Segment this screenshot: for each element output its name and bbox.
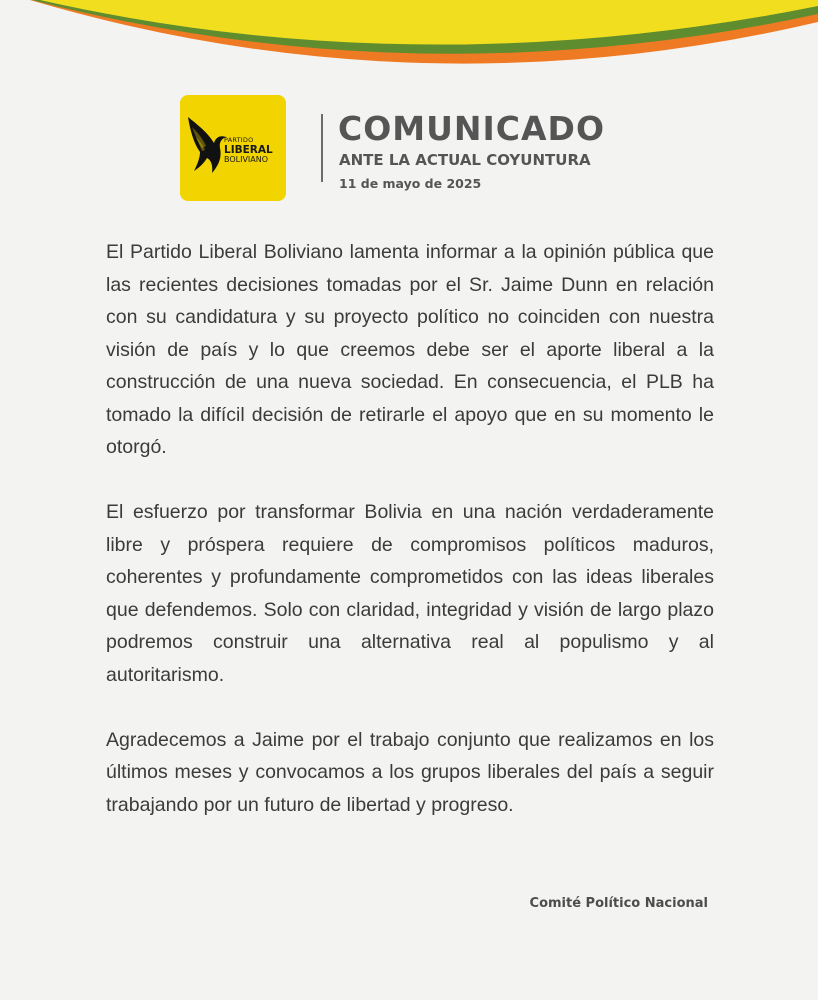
- body-paragraph-3: Agradecemos a Jaime por el trabajo conjunto que realizamos en los últimos meses y convocamos a los grupos liberales del país a seguir trabajando por un futuro de libertad y progreso.: [106, 728, 714, 816]
- page-subtitle: ANTE LA ACTUAL COYUNTURA: [339, 151, 591, 169]
- communique-body: [106, 236, 714, 854]
- page-title: COMUNICADO: [338, 109, 606, 148]
- body-paragraph-2: El esfuerzo por transformar Bolivia en una nación verdaderamente libre y próspera requiere de compromisos políticos maduros, coherentes y profundamente comprometidos con las ideas liberales que defendemos. Solo con claridad, integridad y visión de largo plazo podremos construir una alternativa real al populismo y al autoritarismo.: [106, 501, 714, 686]
- eagle-icon: [186, 115, 228, 179]
- logo-text-partido: PARTIDO: [224, 136, 254, 144]
- logo-text-liberal: LIBERAL: [224, 143, 273, 156]
- logo-text-boliviano: BOLIVIANO: [224, 155, 269, 164]
- top-swoosh-decoration: [0, 0, 818, 90]
- party-logo: [180, 95, 286, 201]
- header-divider: [321, 114, 323, 182]
- publication-date: 11 de mayo de 2025: [339, 176, 482, 191]
- signature: Comité Político Nacional: [529, 896, 708, 911]
- body-paragraph-1: El Partido Liberal Boliviano lamenta informar a la opinión pública que las recientes decisiones tomadas por el Sr. Jaime Dunn en relación con su candidatura y su proyecto político no coinciden con nuestra visión de país y lo que creemos debe ser el aporte liberal a la construcción de una nueva sociedad. En consecuencia, el PLB ha tomado la difícil decisión de retirarle el apoyo que en su momento le otorgó.: [106, 241, 714, 458]
